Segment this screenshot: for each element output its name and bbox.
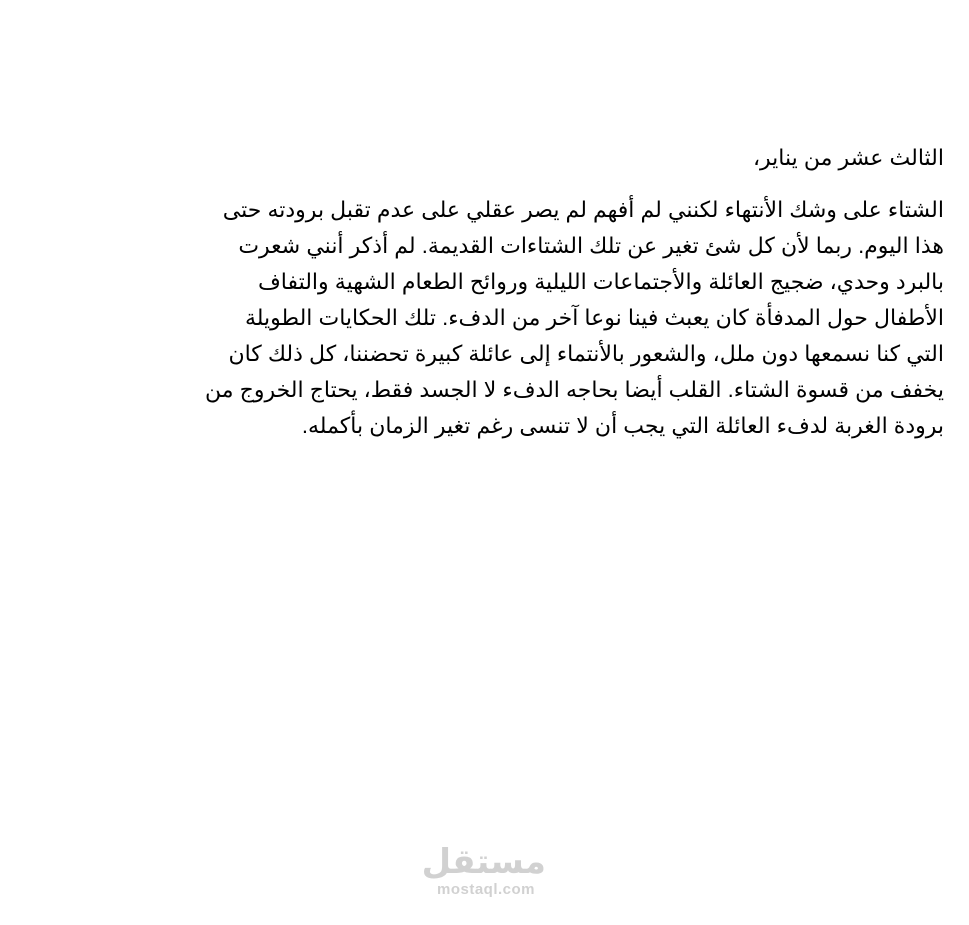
paragraph-line: الشتاء على وشك الأنتهاء لكنني لم أفهم لم يصر عقلي على عدم تقبل برودته حتى <box>222 197 944 222</box>
paragraph-line: يخفف من قسوة الشتاء. القلب أيضا بحاجه الدفء لا الجسد فقط، يحتاج الخروج من <box>204 377 944 402</box>
paragraph-line: الأطفال حول المدفأة كان يعبث فينا نوعا آخر من الدفء. تلك الحكايات الطويلة <box>244 305 944 330</box>
document <box>20 138 944 444</box>
watermark-url: mostaql.com <box>436 881 536 898</box>
paragraph-line: بالبرد وحدي، ضجيج العائلة والأجتماعات الليلية وروائح الطعام الشهية والتفاف <box>257 269 944 294</box>
body-paragraph <box>20 192 944 444</box>
date-line: الثالث عشر من يناير، <box>752 145 944 170</box>
mostaql-watermark <box>421 842 546 899</box>
watermark-logo-text: مستقل <box>421 842 546 882</box>
paragraph-line: التي كنا نسمعها دون ملل، والشعور بالأنتماء إلى عائلة كبيرة تحضننا، كل ذلك كان <box>228 341 944 366</box>
paragraph-line: هذا اليوم. ربما لأن كل شئ تغير عن تلك الشتاءات القديمة. لم أذكر أنني شعرت <box>238 233 944 258</box>
paragraph-line: برودة الغربة لدفء العائلة التي يجب أن لا تنسى رغم تغير الزمان بأكمله. <box>301 413 944 438</box>
